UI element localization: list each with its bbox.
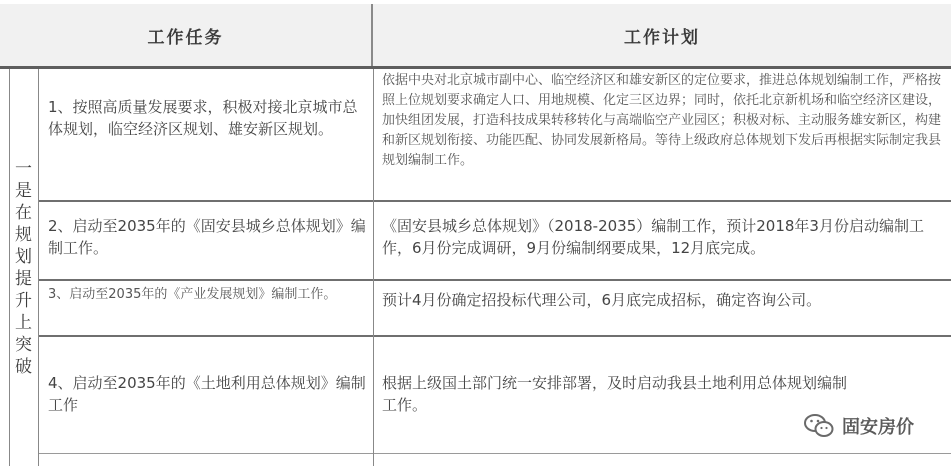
watermark-text: 固安房价	[842, 417, 914, 438]
group-label-char: 突	[15, 334, 32, 355]
wechat-icon	[804, 413, 834, 439]
column-header-plan: 工作计划	[373, 4, 951, 66]
group-label-char: 提	[15, 268, 32, 289]
row-divider	[38, 200, 951, 202]
group-label-char: 在	[15, 202, 32, 223]
plan-cell-1: 依据中央对北京城市副中心、临空经济区和雄安新区的定位要求，推进总体规划编制工作，严格按照上位规划要求确定人口、用地规模、化定三区边界；同时，依托北京新机场和临空经济区建设，加快组团发展，打造科技成果转移转化与高端临空产业园区；积极对标、主动服务雄安新区，构建和新区规划衔接、功能匹配、协同发展新格局。等待上级政府总体规划下发后再根据实际制定我县规划编制工作。	[382, 73, 942, 168]
task-cell-2: 2、启动至2035年的《固安县城乡总体规划》编制工作。	[48, 217, 366, 257]
plan-cell-3: 预计4月份确定招投标代理公司，6月底完成招标，确定咨询公司。	[382, 291, 822, 309]
group-label-char: 破	[15, 356, 32, 377]
row-divider	[38, 453, 951, 454]
group-label-char: 上	[15, 312, 32, 333]
row-divider	[38, 335, 951, 337]
plan-cell-4: 根据上级国土部门统一安排部署，及时启动我县土地利用总体规划编制工作。	[382, 374, 848, 414]
column-divider	[373, 69, 374, 466]
column-header-task: 工作任务	[0, 4, 373, 66]
group-label-char: 规	[15, 224, 32, 245]
task-cell-3: 3、启动至2035年的《产业发展规划》编制工作。	[48, 287, 337, 302]
header-divider	[0, 66, 951, 69]
group-label-char: 是	[15, 180, 32, 201]
task-cell-1: 1、按照高质量发展要求，积极对接北京城市总体规划，临空经济区规划、雄安新区规划。	[48, 98, 358, 138]
group-label-char: 升	[15, 290, 32, 311]
group-label-char: 一	[15, 158, 32, 179]
plan-cell-2: 《固安县城乡总体规划》（2018-2035）编制工作，预计2018年3月份启动编制工作，6月份完成调研，9月份编制纲要成果，12月底完成。	[382, 217, 924, 257]
column-divider	[38, 69, 39, 466]
group-label-char: 划	[15, 246, 32, 267]
watermark	[804, 413, 914, 439]
row-divider	[38, 279, 951, 281]
group-label	[9, 69, 38, 466]
task-cell-4: 4、启动至2035年的《土地利用总体规划》编制工作	[48, 374, 366, 414]
